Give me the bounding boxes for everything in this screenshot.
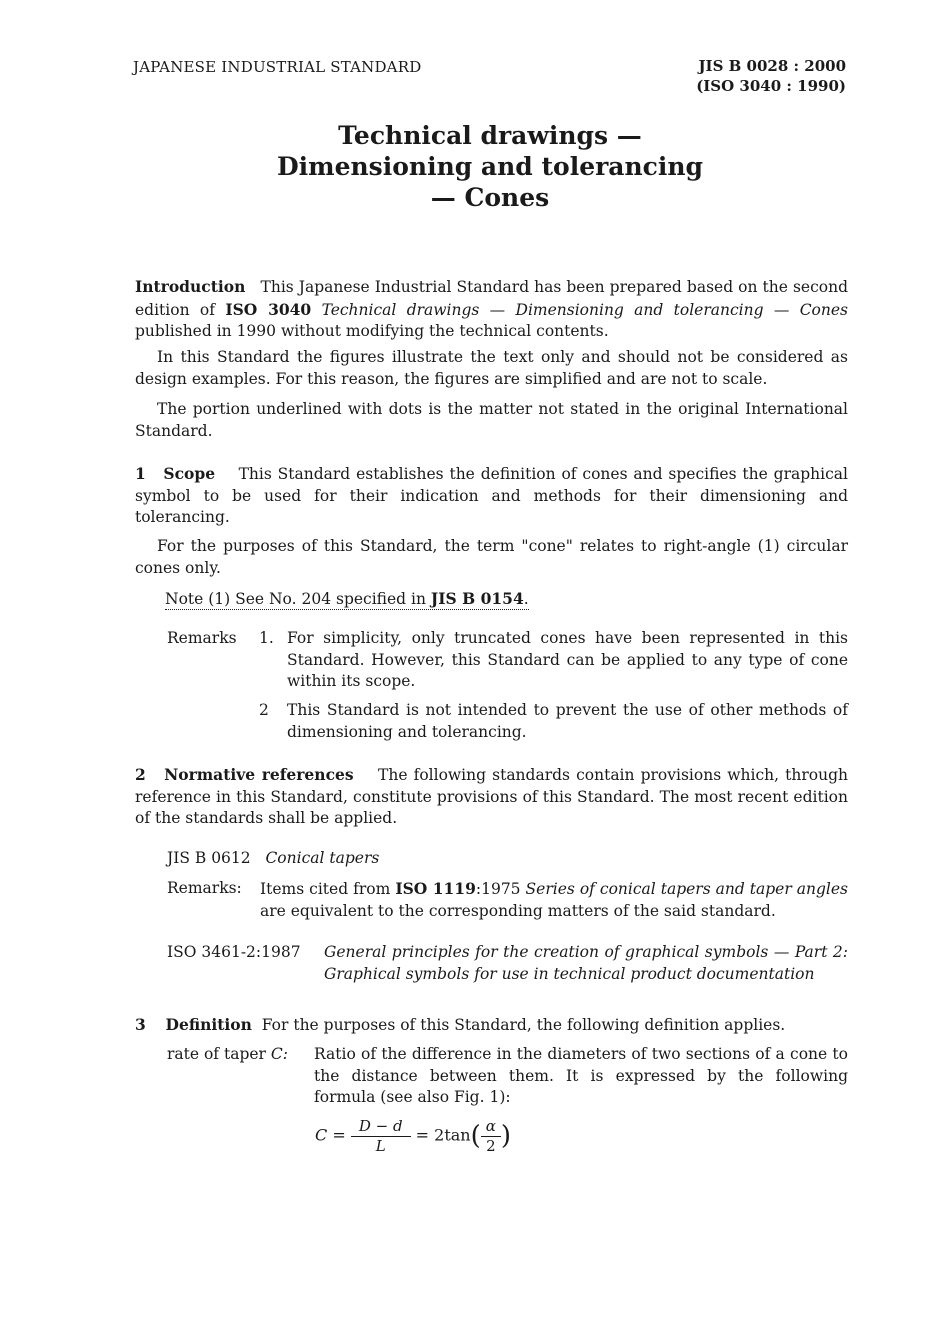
title-line-1: Technical drawings — bbox=[338, 121, 642, 150]
scope-remarks-label: Remarks bbox=[167, 629, 237, 647]
scope-heading: Scope bbox=[163, 464, 216, 483]
intro-text-a: This Japanese Industrial Standard has been prepared based on the second edition of bbox=[135, 278, 848, 319]
formula-numerator: D − d bbox=[351, 1117, 411, 1137]
normative-heading: Normative references bbox=[164, 765, 354, 784]
normative-remarks-year: :1975 bbox=[475, 880, 521, 898]
normative-remarks-text bbox=[260, 878, 848, 922]
intro-heading: Introduction bbox=[135, 277, 246, 296]
normative-text: The following standards contain provisions which, through reference in this Standard, constitute provisions of this Standard. The most recent edition of the standards shall be applied. bbox=[135, 766, 848, 827]
formula-two: 2 bbox=[486, 1137, 496, 1155]
scope-note-underlined bbox=[165, 590, 529, 610]
definition-term-description: Ratio of the difference in the diameters of two sections of a cone to the distance between them. It is expressed by the following formula (see also Fig. 1): bbox=[314, 1045, 848, 1106]
scope-number: 1 bbox=[135, 464, 146, 483]
scope-paragraph-2 bbox=[135, 536, 848, 579]
scope-p2-text-b: circular cones only. bbox=[135, 537, 848, 577]
scope-remark-2-number: 2 bbox=[259, 701, 269, 719]
scope-p2-text-a: For the purposes of this Standard, the term "cone" relates to right-angle bbox=[157, 537, 751, 555]
title-line-2: Dimensioning and tolerancing bbox=[276, 152, 704, 181]
header-jis-code: JIS B 0028 : 2000 bbox=[698, 57, 846, 75]
formula-angle-fraction bbox=[481, 1117, 501, 1155]
normative-remarks-b: are equivalent to the corresponding matters of the said standard. bbox=[260, 901, 776, 920]
definition-paragraph bbox=[135, 1014, 848, 1037]
ref-2-code: ISO 3461-2:1987 bbox=[167, 943, 301, 961]
formula-equals-2tan: = 2tan bbox=[415, 1125, 471, 1145]
formula-fraction bbox=[351, 1117, 411, 1155]
formula-denominator: L bbox=[375, 1137, 386, 1155]
scope-remark-1: For simplicity, only truncated cones have been represented in this Standard. However, this Standard can be applied to any type of cone within its scope. bbox=[287, 629, 848, 690]
page-title bbox=[0, 120, 950, 213]
normative-number: 2 bbox=[135, 765, 146, 784]
scope-note-text: Note (1) See No. 204 specified in bbox=[165, 590, 426, 608]
scope-note-period: . bbox=[523, 590, 529, 608]
header-standard-code bbox=[696, 56, 846, 96]
definition-term-text: rate of taper bbox=[167, 1045, 266, 1063]
scope-remark-2: This Standard is not intended to prevent the use of other methods of dimensioning and tolerancing. bbox=[287, 701, 848, 741]
intro-paragraph-2: In this Standard the figures illustrate the text only and should not be considered as design examples. For this reason, the figures are simplified and are not to scale. bbox=[135, 348, 848, 388]
intro-text-b: published in 1990 without modifying the technical contents. bbox=[135, 322, 609, 340]
formula-open-paren: ( bbox=[470, 1121, 481, 1151]
scope-footnote-mark: (1) bbox=[757, 537, 780, 555]
scope-text: This Standard establishes the definition of cones and specifies the graphical symbol to be used for their indication and methods for their dimensioning and tolerancing. bbox=[135, 465, 848, 526]
ref-1-title: Conical tapers bbox=[265, 849, 380, 867]
intro-iso-title: Technical drawings — Dimensioning and tolerancing — Cones bbox=[321, 300, 849, 319]
intro-paragraph-1 bbox=[135, 276, 848, 343]
title-line-3: — Cones bbox=[430, 183, 550, 212]
scope-note bbox=[165, 588, 529, 610]
header-standard-name: JAPANESE INDUSTRIAL STANDARD bbox=[133, 58, 422, 76]
definition-term-symbol: C: bbox=[270, 1045, 288, 1063]
normative-remarks-label: Remarks: bbox=[167, 879, 242, 897]
definition-number: 3 bbox=[135, 1015, 146, 1034]
ref-1-code: JIS B 0612 bbox=[167, 849, 251, 867]
definition-text: For the purposes of this Standard, the following definition applies. bbox=[261, 1016, 786, 1034]
definition-heading: Definition bbox=[165, 1015, 252, 1034]
scope-note-jis: JIS B 0154 bbox=[430, 589, 524, 608]
formula-close-paren: ) bbox=[500, 1121, 512, 1151]
normative-remarks-iso: ISO 1119 bbox=[395, 879, 476, 898]
intro-iso-ref: ISO 3040 bbox=[225, 299, 312, 319]
definition-term bbox=[167, 1044, 288, 1066]
normative-ref-1 bbox=[167, 848, 379, 870]
scope-remark-1-number: 1. bbox=[259, 629, 274, 647]
formula-alpha: α bbox=[481, 1117, 501, 1137]
taper-formula bbox=[315, 1117, 511, 1155]
ref-2-title: General principles for the creation of graphical symbols — Part 2: Graphical symbols for use in technical product documentation bbox=[324, 943, 848, 983]
normative-paragraph bbox=[135, 764, 848, 830]
scope-paragraph-1 bbox=[135, 463, 848, 529]
normative-remarks-title: Series of conical tapers and taper angles bbox=[525, 880, 848, 898]
intro-paragraph-3: The portion underlined with dots is the matter not stated in the original International Standard. bbox=[135, 400, 848, 440]
header-iso-code: (ISO 3040 : 1990) bbox=[696, 77, 846, 95]
formula-lhs: C = bbox=[315, 1125, 346, 1145]
normative-remarks-a: Items cited from bbox=[260, 880, 391, 898]
